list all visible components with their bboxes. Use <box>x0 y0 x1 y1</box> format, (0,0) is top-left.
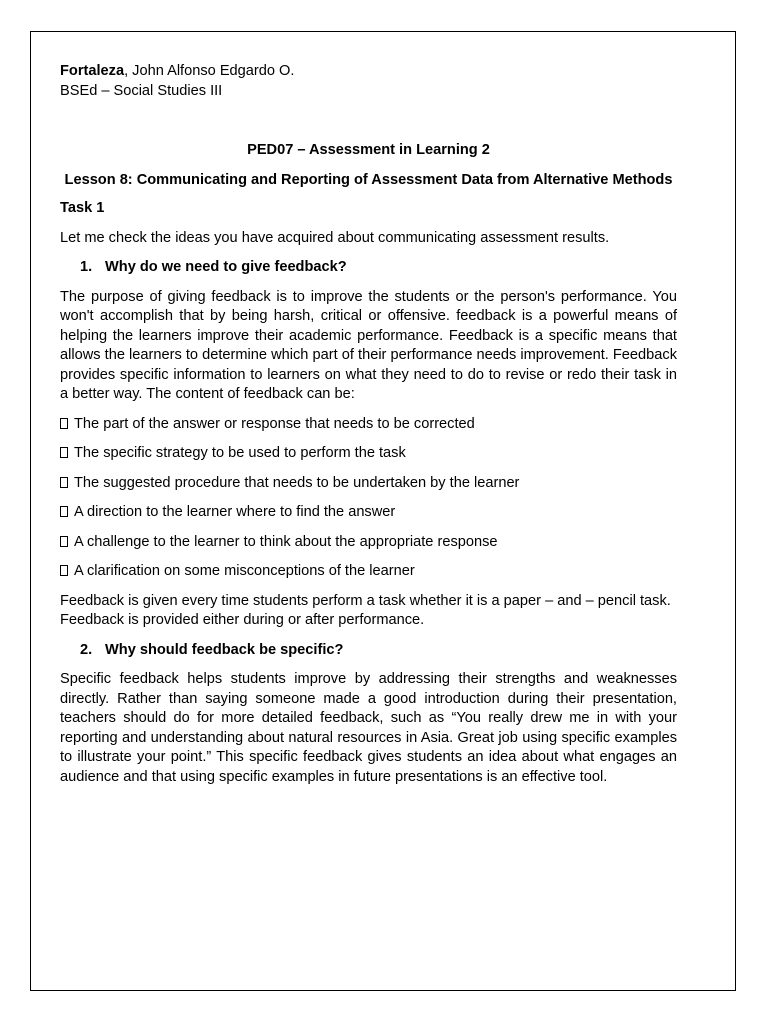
list-item: The specific strategy to be used to perform the task <box>60 444 677 464</box>
question-1 <box>60 258 677 278</box>
author-name <box>60 62 677 82</box>
course-title: PED07 – Assessment in Learning 2 <box>247 142 490 158</box>
question-2-number: 2. <box>80 641 93 658</box>
author-surname: Fortaleza <box>60 63 125 79</box>
intro-text: Let me check the ideas you have acquired about communicating assessment results. <box>60 229 610 246</box>
question-2-text: Why should feedback be specific? <box>105 641 344 658</box>
question-1-text: Why do we need to give feedback? <box>105 259 347 275</box>
list-item: The part of the answer or response that needs to be corrected <box>60 415 677 435</box>
checkbox-glyph-icon <box>60 536 68 547</box>
checkbox-glyph-icon <box>60 447 68 458</box>
list-item: A clarification on some misconceptions of the learner <box>60 562 677 582</box>
lesson-title: Lesson 8: Communicating and Reporting of Assessment Data from Alternative Methods <box>64 171 673 188</box>
feedback-note: Feedback is given every time students perform a task whether it is a paper – and – pencil task. Feedback is provided either during or after performance. <box>60 592 671 628</box>
author-program: BSEd – Social Studies III <box>60 82 223 99</box>
checkbox-glyph-icon <box>60 565 68 576</box>
answer-1: The purpose of giving feedback is to improve the students or the person's performance. You won't accomplish that by being harsh, critical or offensive. feedback is a powerful means of helping the learners improve their academic performance. Feedback is a specific means that allows the learners to determine which part of their performance needs improvement. Feedback provides specific information to learners on what they need to do to revise or redo their task in a better way. The content of feedback can be: <box>60 288 677 402</box>
checkbox-glyph-icon <box>60 506 68 517</box>
task-heading: Task 1 <box>60 200 105 216</box>
list-item: A challenge to the learner to think about the appropriate response <box>60 533 677 553</box>
checkbox-glyph-icon <box>60 418 68 429</box>
answer-2: Specific feedback helps students improve by addressing their strengths and weaknesses directly. Rather than saying someone made a good introduction during their presentation, teachers should do for more detailed feedback, such as “You really drew me in with your reporting and understanding about natural resources in Asia. Great job using specific examples to illustrate your point.” This specific feedback gives students an idea about what engages an audience and that using specific examples in future presentations is an effective tool. <box>60 671 677 785</box>
document-content <box>60 62 677 787</box>
checkbox-glyph-icon <box>60 477 68 488</box>
question-2 <box>60 641 677 661</box>
list-item: The suggested procedure that needs to be undertaken by the learner <box>60 474 677 494</box>
question-1-number: 1. <box>80 259 93 275</box>
list-item: A direction to the learner where to find the answer <box>60 503 677 523</box>
author-given-names: , John Alfonso Edgardo O. <box>124 63 295 79</box>
